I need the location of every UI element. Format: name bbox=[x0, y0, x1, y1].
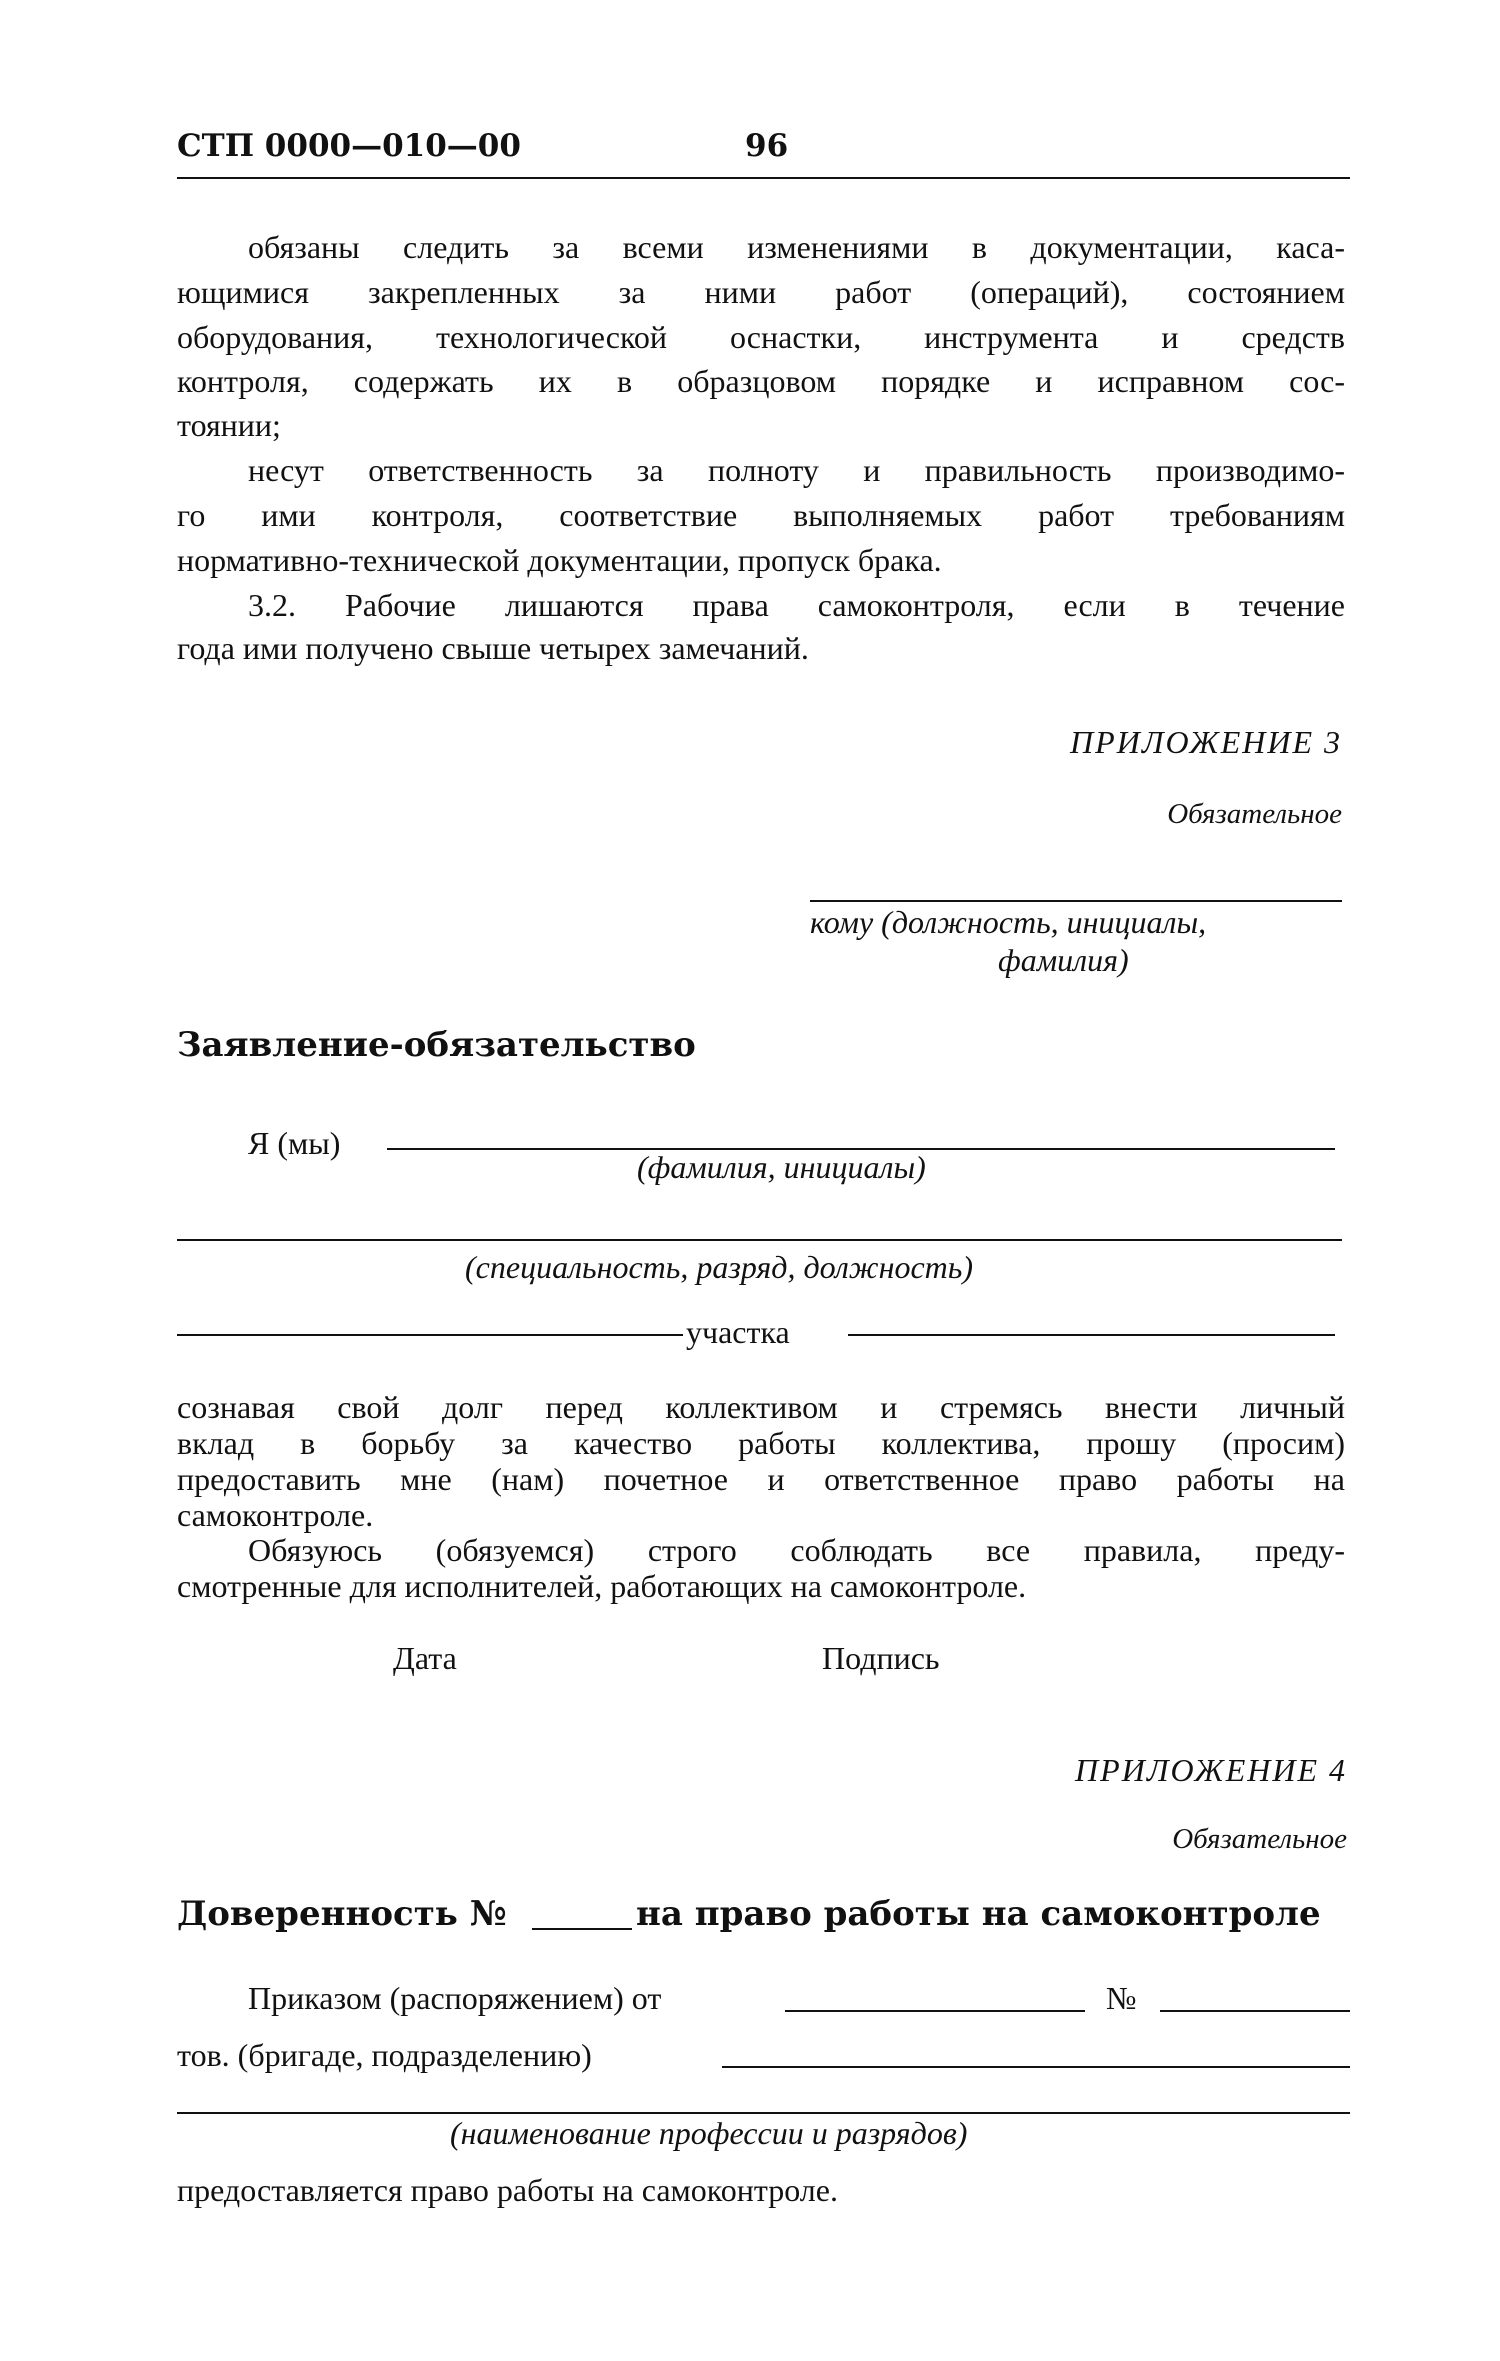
section-field-line-right[interactable] bbox=[848, 1334, 1335, 1336]
date-label: Дата bbox=[393, 1640, 457, 1676]
order-number-label: № bbox=[1106, 1980, 1137, 2016]
recipient-hint: кому (должность, инициалы, bbox=[810, 904, 1207, 940]
page-number: 96 bbox=[745, 128, 789, 164]
profession-field-line[interactable] bbox=[177, 2112, 1350, 2114]
signature-label: Подпись bbox=[822, 1640, 940, 1676]
order-date-line[interactable] bbox=[785, 2010, 1085, 2012]
document-code: СТП 0000—010—00 bbox=[177, 128, 521, 164]
appendix-3-title: ПРИЛОЖЕНИЕ 3 bbox=[1070, 724, 1342, 760]
text-line: самоконтроле. bbox=[177, 1497, 374, 1533]
recipient-line bbox=[810, 900, 1342, 902]
appendix-3-heading: Заявление-обязательство bbox=[177, 1025, 696, 1065]
order-number-line[interactable] bbox=[1160, 2010, 1350, 2012]
text-line: го ими контроля, соответствие выполняемых работ требованиям bbox=[177, 497, 1345, 533]
text-line: обязаны следить за всеми изменениями в документации, каса- bbox=[248, 229, 1345, 265]
text-line: оборудования, технологической оснастки, инструмента и средств bbox=[177, 319, 1345, 355]
text-line: вклад в борьбу за качество работы коллектива, прошу (просим) bbox=[177, 1425, 1345, 1461]
appendix-4-title: ПРИЛОЖЕНИЕ 4 bbox=[1075, 1752, 1347, 1788]
text-line: несут ответственность за полноту и правильность производимо- bbox=[248, 452, 1345, 488]
granted-text: предоставляется право работы на самоконтроле. bbox=[177, 2172, 838, 2208]
warrant-number-line[interactable] bbox=[532, 1928, 632, 1930]
appendix-3-status: Обязательное bbox=[1167, 798, 1342, 830]
profession-hint: (наименование профессии и разрядов) bbox=[450, 2115, 968, 2151]
i-we-label: Я (мы) bbox=[248, 1125, 341, 1161]
specialty-hint: (специальность, разряд, должность) bbox=[465, 1249, 973, 1285]
text-line: смотренные для исполнителей, работающих на самоконтроле. bbox=[177, 1568, 1027, 1604]
appendix-4-status: Обязательное bbox=[1172, 1823, 1347, 1855]
specialty-field-line[interactable] bbox=[177, 1239, 1342, 1241]
text-line: ющимися закрепленных за ними работ (операций), состоянием bbox=[177, 274, 1345, 310]
name-hint: (фамилия, инициалы) bbox=[637, 1149, 926, 1185]
appendix-4-heading-a: Доверенность № bbox=[177, 1894, 507, 1934]
appendix-4-heading-b: на право работы на самоконтроле bbox=[636, 1894, 1321, 1934]
text-line: сознавая свой долг перед коллективом и стремясь внести личный bbox=[177, 1389, 1345, 1425]
text-line: предоставить мне (нам) почетное и ответственное право работы на bbox=[177, 1461, 1345, 1497]
order-label: Приказом (распоряжением) от bbox=[248, 1980, 662, 2016]
text-line: тоянии; bbox=[177, 407, 281, 443]
comrade-field-line[interactable] bbox=[722, 2066, 1350, 2068]
section-label: участка bbox=[686, 1314, 790, 1350]
header-rule bbox=[177, 177, 1350, 179]
comrade-label: тов. (бригаде, подразделению) bbox=[177, 2037, 592, 2073]
recipient-hint-2: фамилия) bbox=[998, 942, 1129, 978]
text-line: контроля, содержать их в образцовом порядке и исправном сос- bbox=[177, 363, 1345, 399]
text-line: нормативно-технической документации, пропуск брака. bbox=[177, 542, 942, 578]
text-line: Обязуюсь (обязуемся) строго соблюдать все правила, преду- bbox=[248, 1532, 1345, 1568]
section-field-line-left[interactable] bbox=[177, 1334, 683, 1336]
text-line: 3.2. Рабочие лишаются права самоконтроля, если в течение bbox=[248, 587, 1345, 623]
text-line: года ими получено свыше четырех замечаний. bbox=[177, 630, 809, 666]
